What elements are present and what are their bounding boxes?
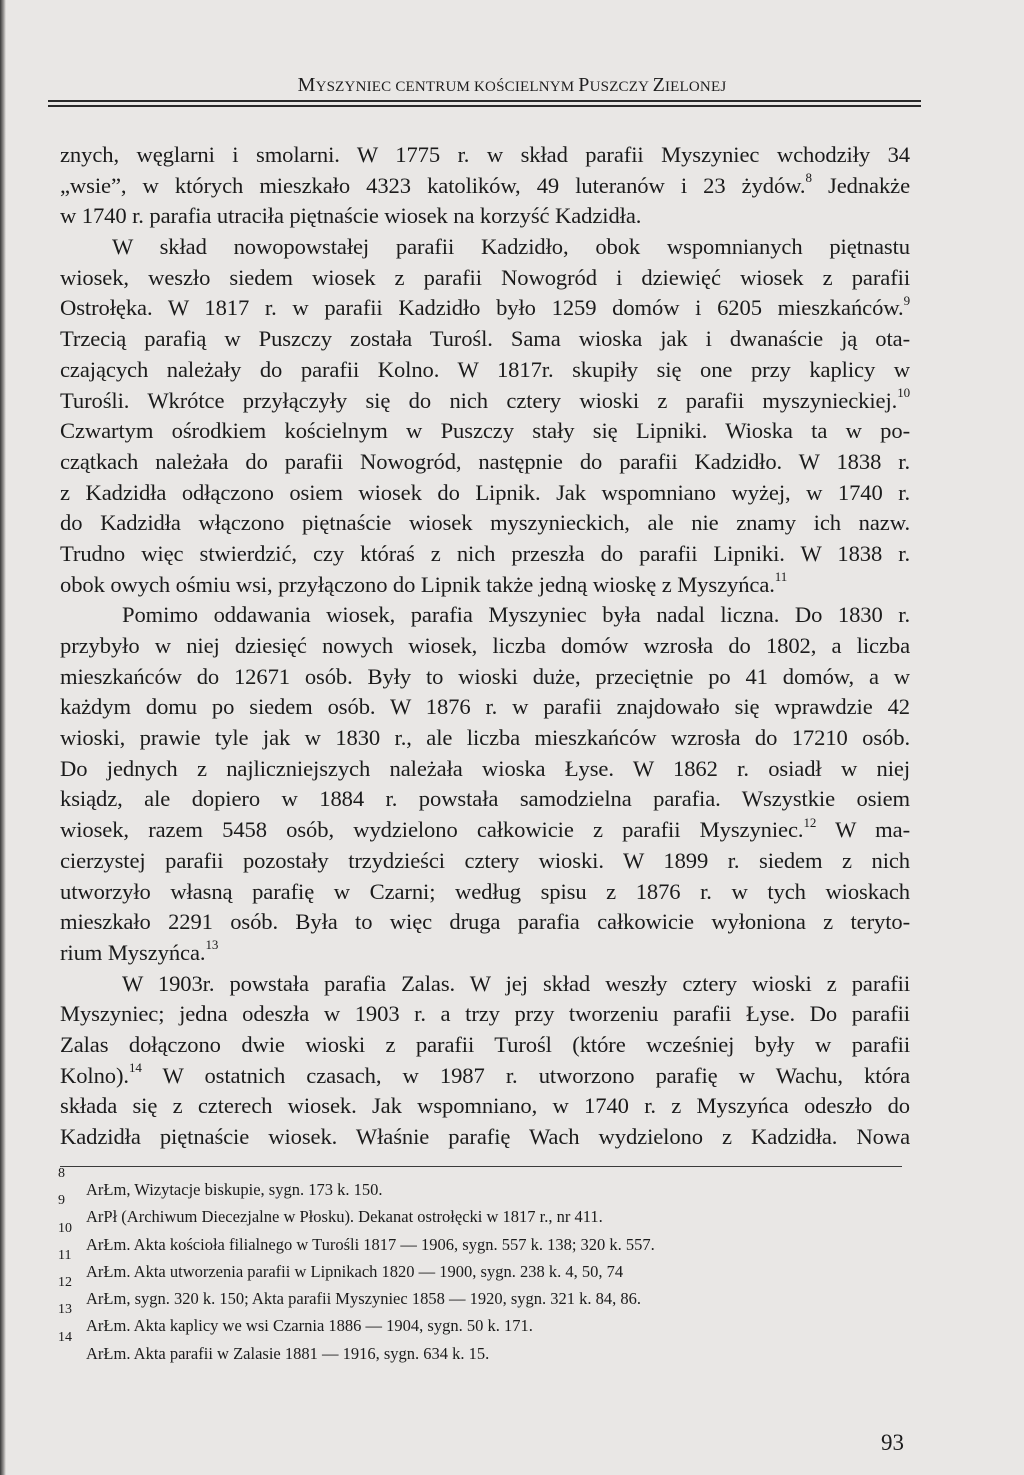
body-text — [60, 140, 910, 1153]
text-line — [60, 293, 910, 324]
footnote-reference: 11 — [774, 569, 788, 585]
line-text: znych, węglarni i smolarni. W 1775 r. w skład parafii Myszyniec wchodziły 34 — [60, 142, 910, 167]
text-line — [60, 201, 910, 232]
line-text: obok owych ośmiu wsi, przyłączono do Lipnik także jedną wioskę z Myszyńca. — [60, 571, 775, 597]
line-text: Pomimo oddawania wiosek, parafia Myszyniec była nadal liczna. Do 1830 r. — [122, 602, 910, 628]
running-head-part-1: MYSZYNIEC CENTRUM KOŚCIELNYM — [297, 74, 579, 96]
text-line — [60, 140, 910, 171]
line-text-continued: W ostatnich czasach, w 1987 r. utworzono parafię w Wachu, która — [141, 1062, 910, 1088]
text-line — [60, 846, 910, 877]
line-text: utworzyło własną parafię w Czarni; według spisu z 1876 r. w tych wioskach — [60, 878, 910, 904]
line-text: czątkach należała do parafii Nowogród, następnie do parafii Kadzidło. W 1838 r. — [60, 448, 910, 474]
footnote-text: ArŁm. Akta kaplicy we wsi Czarnia 1886 — 1904, sygn. 50 k. 171. — [86, 1316, 533, 1336]
text-line — [60, 232, 910, 263]
footnotes — [58, 1166, 908, 1367]
line-text-continued: W ma- — [816, 817, 910, 843]
line-text: cierzystej parafii pozostały trzydzieści cztery wioski. W 1899 r. siedem z nich — [60, 847, 910, 873]
footnote-text: ArŁm, sygn. 320 k. 150; Akta parafii Myszyniec 1858 — 1920, sygn. 321 k. 84, 86. — [86, 1289, 641, 1309]
line-text: W skład nowopowstałej parafii Kadzidło, obok wspomnianych piętnastu — [112, 234, 910, 260]
text-line — [60, 723, 910, 754]
running-head-part-2: PUSZCZY — [578, 74, 653, 96]
footnote-text: ArPł (Archiwum Diecezjalne w Płosku). Dekanat ostrołęcki w 1817 r., nr 411. — [86, 1207, 603, 1227]
line-text: W 1903r. powstała parafia Zalas. W jej skład weszły cztery wioski z parafii — [122, 970, 910, 996]
line-text: Myszyniec; jedna odeszła w 1903 r. a trzy przy tworzeniu parafii Łyse. Do parafii — [60, 1001, 910, 1027]
text-line — [60, 447, 910, 478]
footnote-reference: 14 — [128, 1060, 142, 1076]
text-line — [60, 754, 910, 785]
footnote-number: 9 — [58, 1193, 65, 1209]
footnote — [58, 1193, 908, 1230]
text-line — [60, 171, 910, 202]
text-line — [60, 815, 910, 846]
line-text: Kolno). — [60, 1062, 129, 1088]
running-head-part-3: ZIELONEJ — [652, 74, 727, 96]
header-rule-top — [48, 100, 921, 102]
text-line — [60, 600, 910, 631]
text-line — [60, 324, 910, 355]
text-line — [60, 386, 910, 417]
footnote-reference: 10 — [897, 384, 910, 400]
line-text: Trzecią parafią w Puszczy została Turośl. Sama wioska jak i dwanaście ją ota- — [60, 326, 910, 352]
footnote — [58, 1247, 908, 1285]
text-line — [60, 1030, 910, 1061]
text-line — [60, 692, 910, 723]
line-text: w 1740 r. parafia utraciła piętnaście wiosek na korzyść Kadzidła. — [60, 203, 642, 229]
footnote-reference: 8 — [805, 170, 812, 186]
footnote-text: ArŁm, Wizytacje biskupie, sygn. 173 k. 150. — [86, 1180, 383, 1199]
footnote — [58, 1275, 908, 1312]
page-number: 93 — [881, 1430, 904, 1455]
page-edge-shadow — [0, 0, 6, 1475]
footnote-separator — [60, 1166, 902, 1167]
footnote-number: 12 — [58, 1275, 72, 1291]
text-line — [60, 355, 910, 386]
text-line — [60, 416, 910, 447]
footnote-reference: 9 — [903, 292, 910, 308]
line-text: do Kadzidła włączono piętnaście wiosek myszynieckich, ale nie znamy ich nazw. — [60, 510, 910, 536]
line-text-continued: Jednakże — [811, 172, 910, 198]
text-line — [60, 938, 910, 969]
line-text: wioski, prawie tyle jak w 1830 r., ale liczba mieszkańców wzrosła do 17210 osób. — [60, 725, 910, 751]
line-text: ksiądz, ale dopiero w 1884 r. powstała samodzielna parafia. Wszystkie osiem — [60, 786, 910, 812]
footnote — [58, 1302, 908, 1339]
line-text: „wsie”, w których mieszkało 4323 katolików, 49 luteranów i 23 żydów. — [60, 172, 806, 198]
line-text: wiosek, weszło siedem wiosek z parafii Nowogród i dziewięć wiosek z parafii — [60, 264, 910, 290]
footnote — [58, 1220, 908, 1258]
footnote-text: ArŁm. Akta parafii w Zalasie 1881 — 1916, sygn. 634 k. 15. — [86, 1343, 490, 1363]
line-text: mieszkało 2291 osób. Była to więc druga parafia całkowicie wyłoniona z teryto- — [60, 909, 910, 935]
footnote-number: 14 — [58, 1329, 72, 1345]
line-text: Trudno więc stwierdzić, czy któraś z nich przeszła do parafii Lipniki. W 1838 r. — [60, 540, 910, 566]
text-line — [60, 631, 910, 662]
text-line — [60, 263, 910, 294]
line-text: składa się z czterech wiosek. Jak wspomniano, w 1740 r. z Myszyńca odeszło do — [60, 1093, 910, 1119]
footnote-text: ArŁm. Akta utworzenia parafii w Lipnikach 1820 — 1900, sygn. 238 k. 4, 50, 74 — [86, 1261, 624, 1281]
text-line — [60, 1061, 910, 1092]
line-text: Zalas dołączono dwie wioski z parafii Turośl (które wcześniej były w parafii — [60, 1031, 910, 1057]
footnote-reference: 12 — [803, 814, 817, 830]
text-line — [60, 662, 910, 693]
footnote — [58, 1166, 908, 1203]
text-line — [60, 784, 910, 815]
line-text: wiosek, razem 5458 osób, wydzielono całkowicie z parafii Myszyniec. — [60, 817, 804, 843]
text-line — [60, 539, 910, 570]
header-rule-bottom — [48, 105, 921, 107]
line-text: Kadzidła piętnaście wiosek. Właśnie parafię Wach wydzielono z Kadzidła. Nowa — [60, 1124, 910, 1149]
running-head — [0, 74, 1024, 97]
text-line — [60, 907, 910, 938]
line-text: rium Myszyńca. — [60, 939, 206, 965]
footnote-number: 8 — [58, 1166, 65, 1181]
line-text: mieszkańców do 12671 osób. Były to wioski duże, przeciętnie po 41 domów, a w — [60, 663, 910, 689]
footnote-number: 11 — [58, 1247, 72, 1263]
line-text: każdym domu po siedem osób. W 1876 r. w parafii znajdowało się wprawdzie 42 — [60, 694, 910, 720]
text-line — [60, 478, 910, 509]
text-line — [60, 508, 910, 539]
footnote-number: 10 — [58, 1220, 72, 1236]
text-line — [60, 1122, 910, 1153]
footnote-text: ArŁm. Akta kościoła filialnego w Turośli 1817 — 1906, sygn. 557 k. 138; 320 k. 557. — [86, 1234, 655, 1254]
text-line — [60, 877, 910, 908]
footnote-number: 13 — [58, 1302, 72, 1318]
line-text: czających należały do parafii Kolno. W 1817r. skupiły się one przy kaplicy w — [60, 356, 910, 382]
line-text: Turośli. Wkrótce przyłączyły się do nich cztery wioski z parafii myszynieckiej. — [60, 387, 898, 413]
text-line — [60, 1091, 910, 1122]
line-text: z Kadzidła odłączono osiem wiosek do Lipnik. Jak wspomniano wyżej, w 1740 r. — [60, 479, 910, 505]
text-line — [60, 999, 910, 1030]
line-text: Do jednych z najliczniejszych należała wioska Łyse. W 1862 r. osiadł w niej — [60, 755, 910, 781]
footnote-reference: 13 — [205, 937, 219, 953]
line-text: przybyło w niej dziesięć nowych wiosek, liczba domów wzrosła do 1802, a liczba — [60, 633, 910, 658]
line-text: Ostrołęka. W 1817 r. w parafii Kadzidło było 1259 domów i 6205 mieszkańców. — [60, 295, 904, 321]
line-text: Czwartym ośrodkiem kościelnym w Puszczy stały się Lipniki. Wioska ta w po- — [60, 418, 910, 444]
footnote — [58, 1329, 908, 1367]
text-line — [60, 570, 910, 601]
text-line — [60, 969, 910, 1000]
